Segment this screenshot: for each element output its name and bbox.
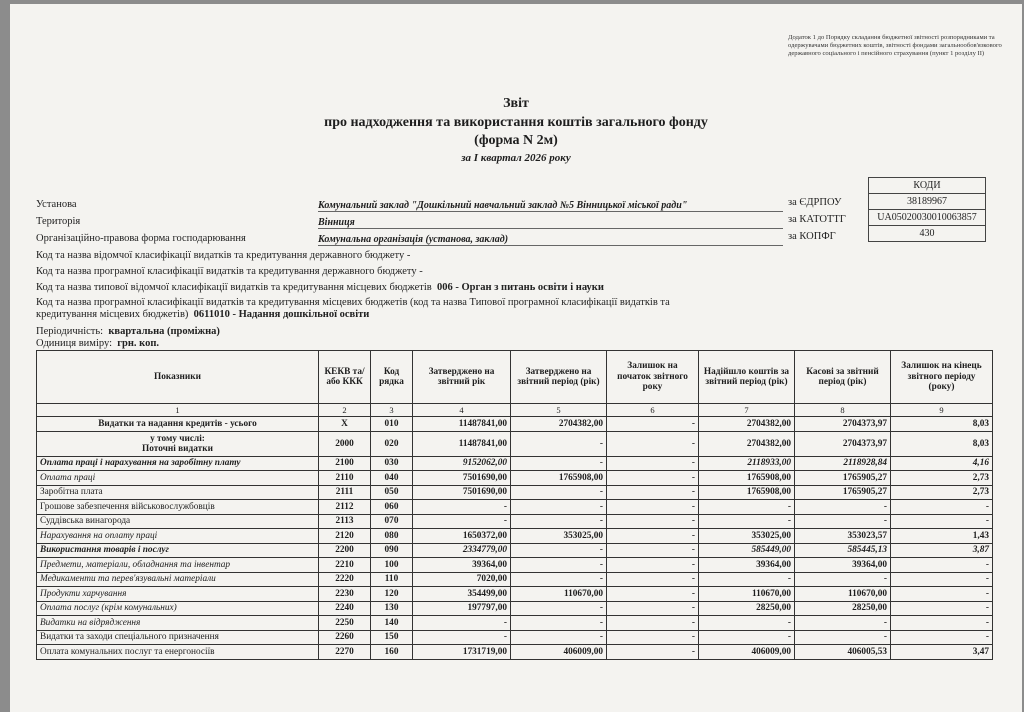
col-number: 7 — [699, 404, 795, 417]
row-label: Використання товарів і послуг — [37, 543, 319, 558]
row-code-cell: 150 — [371, 630, 413, 645]
amount-cell: - — [511, 601, 607, 616]
measurement-unit — [36, 338, 159, 349]
amount-cell: 28250,00 — [699, 601, 795, 616]
amount-cell: - — [607, 630, 699, 645]
amount-cell: - — [607, 587, 699, 602]
institution-label: Установа — [36, 199, 77, 210]
edrpou-code: 38189967 — [869, 194, 986, 210]
table-row — [37, 645, 993, 660]
amount-cell: - — [607, 417, 699, 432]
amount-cell: - — [511, 616, 607, 631]
amount-cell: 3,87 — [891, 543, 993, 558]
amount-cell: 353025,00 — [511, 529, 607, 544]
typical-dept-value: 006 - Орган з питань освіти і науки — [437, 282, 604, 293]
row-code-cell: 010 — [371, 417, 413, 432]
amount-cell: - — [607, 471, 699, 486]
amount-cell: - — [795, 630, 891, 645]
col-header: Надійшло коштів за звітний період (рік) — [699, 351, 795, 404]
amount-cell: 39364,00 — [413, 558, 511, 573]
amount-cell: 1,43 — [891, 529, 993, 544]
amount-cell: 39364,00 — [795, 558, 891, 573]
amount-cell: 353025,00 — [699, 529, 795, 544]
typical-dept-classification — [36, 282, 604, 293]
row-code-cell: 080 — [371, 529, 413, 544]
amount-cell: 406009,00 — [511, 645, 607, 660]
amount-cell: 7020,00 — [413, 572, 511, 587]
row-label: Оплата праці — [37, 471, 319, 486]
kekv-cell: 2113 — [319, 514, 371, 529]
amount-cell: - — [891, 616, 993, 631]
kekv-cell: 2112 — [319, 500, 371, 515]
amount-cell: - — [413, 500, 511, 515]
amount-cell: - — [699, 630, 795, 645]
amount-cell: - — [699, 514, 795, 529]
amount-cell: - — [511, 456, 607, 471]
typical-dept-label: Код та назва типової відомчої класифікації видатків та кредитування місцевих бюджетів — [36, 282, 432, 293]
amount-cell: 585449,00 — [699, 543, 795, 558]
table-row — [37, 471, 993, 486]
program-classification-local-b — [36, 309, 369, 320]
amount-cell: 1765908,00 — [699, 485, 795, 500]
row-label-line: Поточні видатки — [142, 443, 213, 454]
org-form-value: Комунальна організація (установа, заклад) — [318, 234, 783, 246]
program-local-value: 0611010 - Надання дошкільної освіти — [193, 309, 370, 320]
column-number-row — [37, 404, 993, 417]
row-code-cell: 070 — [371, 514, 413, 529]
amount-cell: - — [511, 572, 607, 587]
row-label: Оплата послуг (крім комунальних) — [37, 601, 319, 616]
row-label — [37, 431, 319, 456]
report-title: Звіт — [503, 96, 529, 111]
amount-cell: - — [795, 514, 891, 529]
amount-cell: 2704382,00 — [511, 417, 607, 432]
row-code-cell: 140 — [371, 616, 413, 631]
amount-cell: - — [511, 630, 607, 645]
report-subtitle: про надходження та використання коштів загального фонду — [324, 115, 708, 130]
amount-cell: 2704373,97 — [795, 431, 891, 456]
table-row — [37, 543, 993, 558]
col-header: Затверджено на звітний період (рік) — [511, 351, 607, 404]
amount-cell: 110670,00 — [511, 587, 607, 602]
amount-cell: - — [607, 500, 699, 515]
amount-cell: - — [795, 572, 891, 587]
row-code-cell: 030 — [371, 456, 413, 471]
program-classification-state: Код та назва програмної класифікації видатків та кредитування державного бюджету - — [36, 266, 423, 277]
col-header: Затверджено на звітний рік — [413, 351, 511, 404]
row-label: Видатки та надання кредитів - усього — [37, 417, 319, 432]
amount-cell: - — [511, 485, 607, 500]
amount-cell: 7501690,00 — [413, 471, 511, 486]
edrpou-label: за ЄДРПОУ — [788, 197, 842, 208]
kekv-cell: 2220 — [319, 572, 371, 587]
table-row — [37, 485, 993, 500]
periodicity — [36, 326, 220, 337]
org-form-label: Організаційно-правова форма господарювання — [36, 233, 246, 244]
amount-cell: - — [607, 572, 699, 587]
col-number: 1 — [37, 404, 319, 417]
amount-cell: 3,47 — [891, 645, 993, 660]
amount-cell: 8,03 — [891, 417, 993, 432]
row-label: Продукти харчування — [37, 587, 319, 602]
table-row — [37, 417, 993, 432]
amount-cell: 2118928,84 — [795, 456, 891, 471]
row-code-cell: 130 — [371, 601, 413, 616]
col-number: 8 — [795, 404, 891, 417]
col-header: Залишок на початок звітного року — [607, 351, 699, 404]
col-number: 5 — [511, 404, 607, 417]
amount-cell: 585445,13 — [795, 543, 891, 558]
amount-cell: - — [511, 558, 607, 573]
amount-cell: - — [511, 431, 607, 456]
amount-cell: 8,03 — [891, 431, 993, 456]
amount-cell: 2704382,00 — [699, 431, 795, 456]
table-row — [37, 529, 993, 544]
amount-cell: 2,73 — [891, 485, 993, 500]
table-row — [37, 558, 993, 573]
amount-cell: - — [891, 572, 993, 587]
table-row — [37, 431, 993, 456]
row-label: Суддівська винагорода — [37, 514, 319, 529]
col-number: 6 — [607, 404, 699, 417]
report-period: за I квартал 2026 року — [461, 152, 571, 164]
row-label: Видатки та заходи спеціального призначення — [37, 630, 319, 645]
amount-cell: 4,16 — [891, 456, 993, 471]
row-label: Грошове забезпечення військовослужбовців — [37, 500, 319, 515]
kekv-cell: 2260 — [319, 630, 371, 645]
periodicity-label: Періодичність: — [36, 326, 104, 337]
kekv-cell: 2270 — [319, 645, 371, 660]
amount-cell: - — [511, 514, 607, 529]
amount-cell: 1765908,00 — [511, 471, 607, 486]
table-row — [37, 587, 993, 602]
amount-cell: 110670,00 — [795, 587, 891, 602]
amount-cell: 110670,00 — [699, 587, 795, 602]
col-number: 2 — [319, 404, 371, 417]
amount-cell: 406009,00 — [699, 645, 795, 660]
row-label: Оплата комунальних послуг та енергоносіїв — [37, 645, 319, 660]
kekv-cell: 2110 — [319, 471, 371, 486]
amount-cell: 2334779,00 — [413, 543, 511, 558]
row-code-cell: 090 — [371, 543, 413, 558]
amount-cell: 11487841,00 — [413, 417, 511, 432]
col-number: 4 — [413, 404, 511, 417]
katottg-code: UA05020030010063857 — [869, 210, 986, 226]
amount-cell: - — [699, 572, 795, 587]
amount-cell: 2,73 — [891, 471, 993, 486]
amount-cell: - — [607, 514, 699, 529]
col-header: Код рядка — [371, 351, 413, 404]
table-row — [37, 572, 993, 587]
amount-cell: - — [891, 500, 993, 515]
amount-cell: 1765905,27 — [795, 485, 891, 500]
amount-cell: - — [413, 616, 511, 631]
table-row — [37, 500, 993, 515]
col-header: Залишок на кінець звітного періоду (року) — [891, 351, 993, 404]
katottg-label: за КАТОТТГ — [788, 214, 846, 225]
kopfg-label: за КОПФГ — [788, 231, 836, 242]
row-code-cell: 060 — [371, 500, 413, 515]
amount-cell: - — [891, 587, 993, 602]
amount-cell: 2704373,97 — [795, 417, 891, 432]
amount-cell: 7501690,00 — [413, 485, 511, 500]
amount-cell: - — [511, 500, 607, 515]
amount-cell: 11487841,00 — [413, 431, 511, 456]
amount-cell: 406005,53 — [795, 645, 891, 660]
amount-cell: 2118933,00 — [699, 456, 795, 471]
institution-value: Комунальний заклад "Дошкільний навчальний заклад №5 Вінницької міської ради" — [318, 200, 783, 212]
amount-cell: - — [607, 616, 699, 631]
kekv-cell: 2111 — [319, 485, 371, 500]
col-header: Показники — [37, 351, 319, 404]
row-code-cell: 120 — [371, 587, 413, 602]
amount-cell: - — [607, 485, 699, 500]
amount-cell: 1731719,00 — [413, 645, 511, 660]
amount-cell: - — [699, 500, 795, 515]
table-row — [37, 601, 993, 616]
amount-cell: - — [607, 558, 699, 573]
dept-classification-state: Код та назва відомчої класифікації видатків та кредитування державного бюджету - — [36, 250, 411, 261]
amount-cell: 197797,00 — [413, 601, 511, 616]
funds-table — [36, 350, 993, 660]
amount-cell: - — [413, 514, 511, 529]
col-number: 3 — [371, 404, 413, 417]
program-classification-local-a: Код та назва програмної класифікації видатків та кредитування місцевих бюджетів (код та назва Типової програмної класифікації видатків та — [36, 297, 670, 308]
annex-note: Додаток 1 до Порядку складання бюджетної звітності розпорядниками та одержувачами бюджетних коштів, звітності фондами загальнообов'язкового державного соціального і пенсійного страхування (пункт 1 розділу II) — [788, 34, 1002, 57]
report-sheet — [10, 4, 1022, 712]
row-label-line: у тому числі: — [150, 433, 205, 444]
amount-cell: - — [795, 500, 891, 515]
amount-cell: 2704382,00 — [699, 417, 795, 432]
row-label: Нарахування на оплату праці — [37, 529, 319, 544]
table-row — [37, 616, 993, 631]
col-number: 9 — [891, 404, 993, 417]
amount-cell: - — [607, 601, 699, 616]
amount-cell: - — [891, 601, 993, 616]
amount-cell: - — [607, 543, 699, 558]
row-label: Медикаменти та перев'язувальні матеріали — [37, 572, 319, 587]
amount-cell: - — [699, 616, 795, 631]
amount-cell: - — [607, 529, 699, 544]
row-label: Оплата праці і нарахування на заробітну плату — [37, 456, 319, 471]
table-row — [37, 514, 993, 529]
row-code-cell: 040 — [371, 471, 413, 486]
row-code-cell: 100 — [371, 558, 413, 573]
amount-cell: 354499,00 — [413, 587, 511, 602]
amount-cell: 353023,57 — [795, 529, 891, 544]
kekv-cell: 2120 — [319, 529, 371, 544]
report-form-number: (форма N 2м) — [474, 133, 558, 148]
kekv-cell: 2230 — [319, 587, 371, 602]
amount-cell: 1650372,00 — [413, 529, 511, 544]
amount-cell: - — [891, 514, 993, 529]
row-label: Заробітна плата — [37, 485, 319, 500]
row-code-cell: 110 — [371, 572, 413, 587]
row-code-cell: 020 — [371, 431, 413, 456]
row-label: Видатки на відрядження — [37, 616, 319, 631]
kekv-cell: 2100 — [319, 456, 371, 471]
amount-cell: - — [607, 431, 699, 456]
table-row — [37, 630, 993, 645]
unit-label: Одиниця виміру: — [36, 338, 112, 349]
table-header-row — [37, 351, 993, 404]
program-local-label: кредитування місцевих бюджетів) — [36, 309, 189, 320]
codes-table — [868, 177, 986, 242]
amount-cell: - — [607, 456, 699, 471]
amount-cell: 9152062,00 — [413, 456, 511, 471]
kekv-cell: 2200 — [319, 543, 371, 558]
table-row — [37, 456, 993, 471]
row-code-cell: 050 — [371, 485, 413, 500]
kopfg-code: 430 — [869, 226, 986, 242]
amount-cell: 28250,00 — [795, 601, 891, 616]
unit-value: грн. коп. — [117, 338, 159, 349]
kekv-cell: 2000 — [319, 431, 371, 456]
amount-cell: 39364,00 — [699, 558, 795, 573]
territory-value: Вінниця — [318, 217, 783, 229]
amount-cell: - — [413, 630, 511, 645]
amount-cell: - — [891, 630, 993, 645]
amount-cell: - — [795, 616, 891, 631]
amount-cell: 1765908,00 — [699, 471, 795, 486]
periodicity-value: квартальна (проміжна) — [108, 326, 220, 337]
kekv-cell: 2210 — [319, 558, 371, 573]
amount-cell: - — [891, 558, 993, 573]
amount-cell: - — [511, 543, 607, 558]
row-label: Предмети, матеріали, обладнання та інвентар — [37, 558, 319, 573]
kekv-cell: 2240 — [319, 601, 371, 616]
kekv-cell: X — [319, 417, 371, 432]
col-header: Касові за звітний період (рік) — [795, 351, 891, 404]
codes-header: КОДИ — [869, 178, 986, 194]
kekv-cell: 2250 — [319, 616, 371, 631]
territory-label: Територія — [36, 216, 81, 227]
amount-cell: 1765905,27 — [795, 471, 891, 486]
col-header: КЕКВ та/або ККК — [319, 351, 371, 404]
row-code-cell: 160 — [371, 645, 413, 660]
amount-cell: - — [607, 645, 699, 660]
